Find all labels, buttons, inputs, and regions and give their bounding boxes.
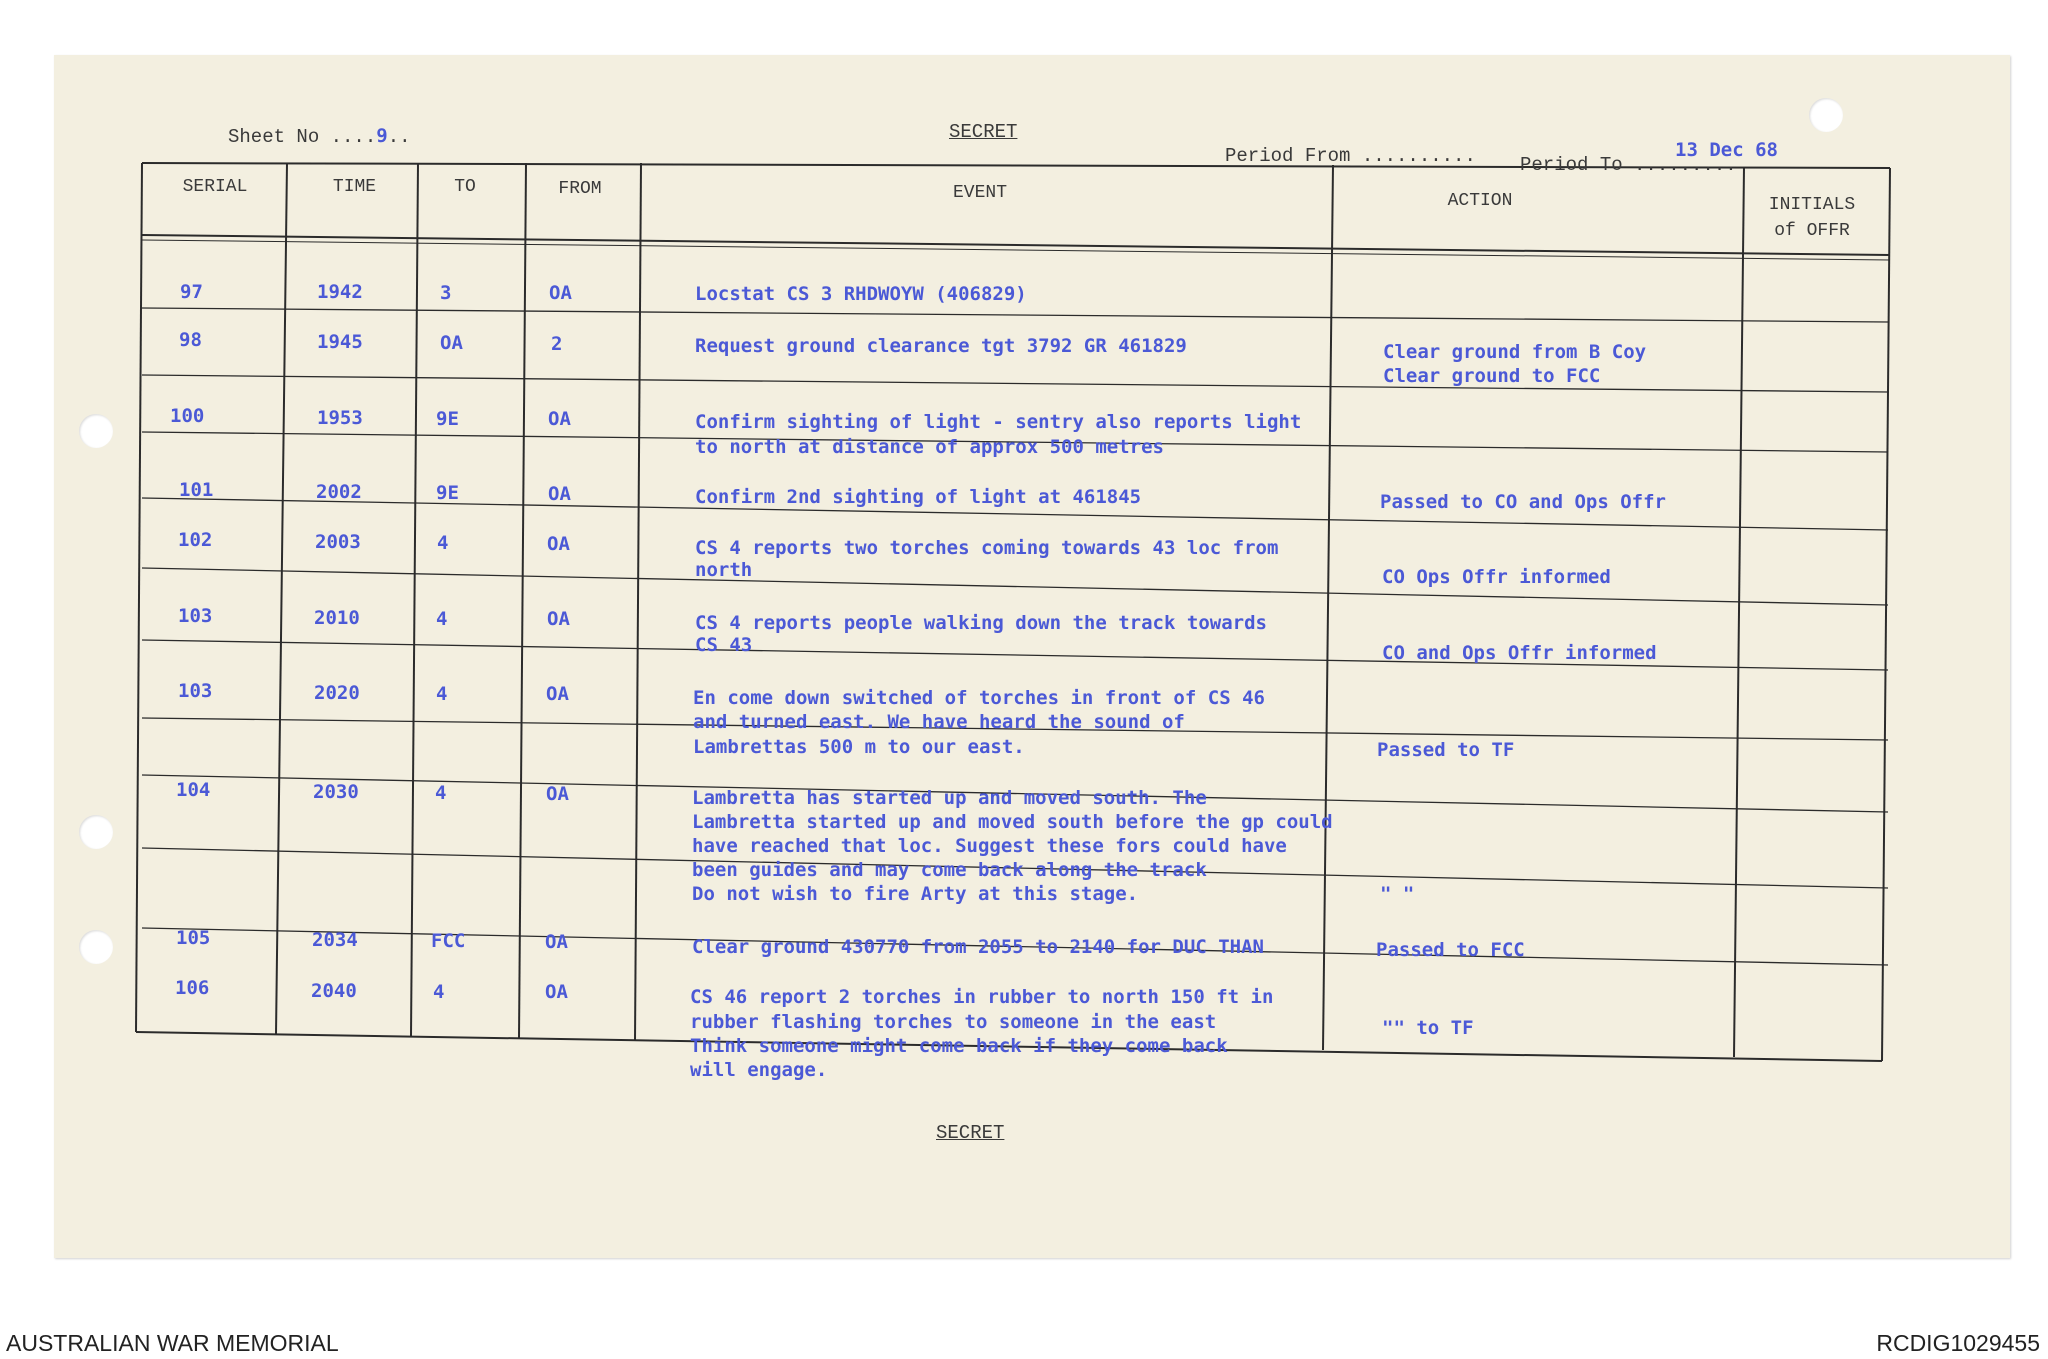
row-104-to: 4 xyxy=(435,782,447,804)
row-103a-time: 2010 xyxy=(314,607,360,629)
row-98-to: OA xyxy=(440,332,463,354)
row-100-event-line-2: to north at distance of approx 500 metres xyxy=(695,436,1164,458)
row-106-event-line-4: will engage. xyxy=(690,1059,828,1081)
row-103b-action-line-1: Passed to TF xyxy=(1377,739,1515,761)
row-98-time: 1945 xyxy=(317,331,363,353)
row-104-serial: 104 xyxy=(176,779,211,801)
row-103a-serial: 103 xyxy=(178,605,213,627)
sheet-number-label: Sheet No ....9.. xyxy=(228,125,411,148)
row-103b-event-line-1: En come down switched of torches in front of CS 46 xyxy=(693,687,1265,709)
row-98-serial: 98 xyxy=(179,329,202,351)
row-104-event-line-5: Do not wish to fire Arty at this stage. xyxy=(692,883,1139,905)
row-104-event-line-3: have reached that loc. Suggest these fors could have xyxy=(692,835,1287,857)
row-103a-action-line-1: CO and Ops Offr informed xyxy=(1382,642,1657,664)
row-102-serial: 102 xyxy=(178,529,213,551)
row-101-from: OA xyxy=(548,483,571,505)
row-105-event-line-1: Clear ground 430770 from 2055 to 2140 for DUC THAN xyxy=(692,936,1264,958)
row-105-serial: 105 xyxy=(176,927,211,949)
row-103b-serial: 103 xyxy=(178,680,213,702)
row-105-time: 2034 xyxy=(312,929,358,951)
row-104-event-line-4: been guides and may come back along the track xyxy=(692,859,1207,881)
period-from-label: Period From .......... xyxy=(1225,145,1476,167)
row-100-time: 1953 xyxy=(317,407,363,429)
row-98-event-line-1: Request ground clearance tgt 3792 GR 461829 xyxy=(695,335,1187,357)
row-103b-time: 2020 xyxy=(314,682,360,704)
period-to-label: Period To ......... xyxy=(1520,154,1737,176)
row-106-event-line-1: CS 46 report 2 torches in rubber to north 150 ft in xyxy=(690,986,1274,1008)
row-103a-event-line-1: CS 4 reports people walking down the track towards xyxy=(695,612,1267,634)
row-97-time: 1942 xyxy=(317,281,363,303)
row-104-event-line-1: Lambretta has started up and moved south. The xyxy=(692,787,1207,809)
row-106-serial: 106 xyxy=(175,977,210,999)
row-100-serial: 100 xyxy=(170,405,205,427)
row-103b-from: OA xyxy=(546,683,569,705)
row-97-event-line-1: Locstat CS 3 RHDWOYW (406829) xyxy=(695,283,1027,305)
row-106-to: 4 xyxy=(433,981,445,1003)
column-header-from: FROM xyxy=(558,179,602,199)
row-103a-from: OA xyxy=(547,608,570,630)
row-104-event-line-2: Lambretta started up and moved south before the gp could xyxy=(692,811,1333,833)
column-header-event: EVENT xyxy=(952,183,1007,203)
row-102-action-line-1: CO Ops Offr informed xyxy=(1382,566,1611,588)
column-header-time: TIME xyxy=(332,177,377,197)
row-105-from: OA xyxy=(545,931,568,953)
row-102-time: 2003 xyxy=(315,531,361,553)
row-98-from: 2 xyxy=(551,333,563,355)
footer-archive-name: AUSTRALIAN WAR MEMORIAL xyxy=(6,1330,339,1356)
sheet-number: 9 xyxy=(376,125,388,147)
row-104-from: OA xyxy=(546,783,569,805)
row-103b-event-line-2: and turned east. We have heard the sound of xyxy=(693,711,1185,733)
row-105-to: FCC xyxy=(431,930,466,952)
footer-archive-id: RCDIG1029455 xyxy=(1876,1330,2040,1356)
row-97-from: OA xyxy=(549,282,572,304)
row-106-action-line-1: "" to TF xyxy=(1382,1017,1474,1039)
row-100-from: OA xyxy=(548,408,571,430)
row-103a-event-line-2: CS 43 xyxy=(695,634,753,656)
row-106-time: 2040 xyxy=(311,980,357,1002)
row-106-event-line-3: Think someone might come back if they come back xyxy=(690,1035,1228,1057)
row-101-time: 2002 xyxy=(316,481,362,503)
column-header-action: ACTION xyxy=(1447,191,1513,211)
row-104-time: 2030 xyxy=(313,781,359,803)
classification-bottom: SECRET xyxy=(936,1122,1005,1144)
row-103b-event-line-3: Lambrettas 500 m to our east. xyxy=(693,736,1025,758)
column-header-initials: INITIALS of OFFR xyxy=(1768,195,1856,241)
row-101-serial: 101 xyxy=(179,479,214,501)
classification-top: SECRET xyxy=(949,121,1018,143)
row-105-action-line-1: Passed to FCC xyxy=(1376,939,1525,961)
row-103b-to: 4 xyxy=(436,683,448,705)
row-98-action-line-2: Clear ground to FCC xyxy=(1383,365,1601,387)
row-97-serial: 97 xyxy=(180,281,203,303)
row-100-event-line-1: Confirm sighting of light - sentry also reports light xyxy=(695,411,1302,433)
column-header-serial: SERIAL xyxy=(182,177,248,197)
row-102-to: 4 xyxy=(437,532,449,554)
row-100-to: 9E xyxy=(436,408,459,430)
row-101-to: 9E xyxy=(436,482,459,504)
row-106-from: OA xyxy=(545,981,568,1003)
row-102-event-line-2: north xyxy=(695,559,753,581)
row-102-event-line-1: CS 4 reports two torches coming towards 43 loc from xyxy=(695,537,1279,559)
row-98-action-line-1: Clear ground from B Coy xyxy=(1383,341,1647,363)
row-102-from: OA xyxy=(547,533,570,555)
row-101-action-line-1: Passed to CO and Ops Offr xyxy=(1380,491,1666,513)
row-104-action-line-1: " " xyxy=(1380,883,1415,905)
row-103a-to: 4 xyxy=(436,608,448,630)
row-101-event-line-1: Confirm 2nd sighting of light at 461845 xyxy=(695,486,1142,508)
column-header-to: TO xyxy=(454,177,476,197)
row-106-event-line-2: rubber flashing torches to someone in the east xyxy=(690,1011,1217,1033)
period-to-value: 13 Dec 68 xyxy=(1675,139,1778,161)
row-97-to: 3 xyxy=(440,282,452,304)
